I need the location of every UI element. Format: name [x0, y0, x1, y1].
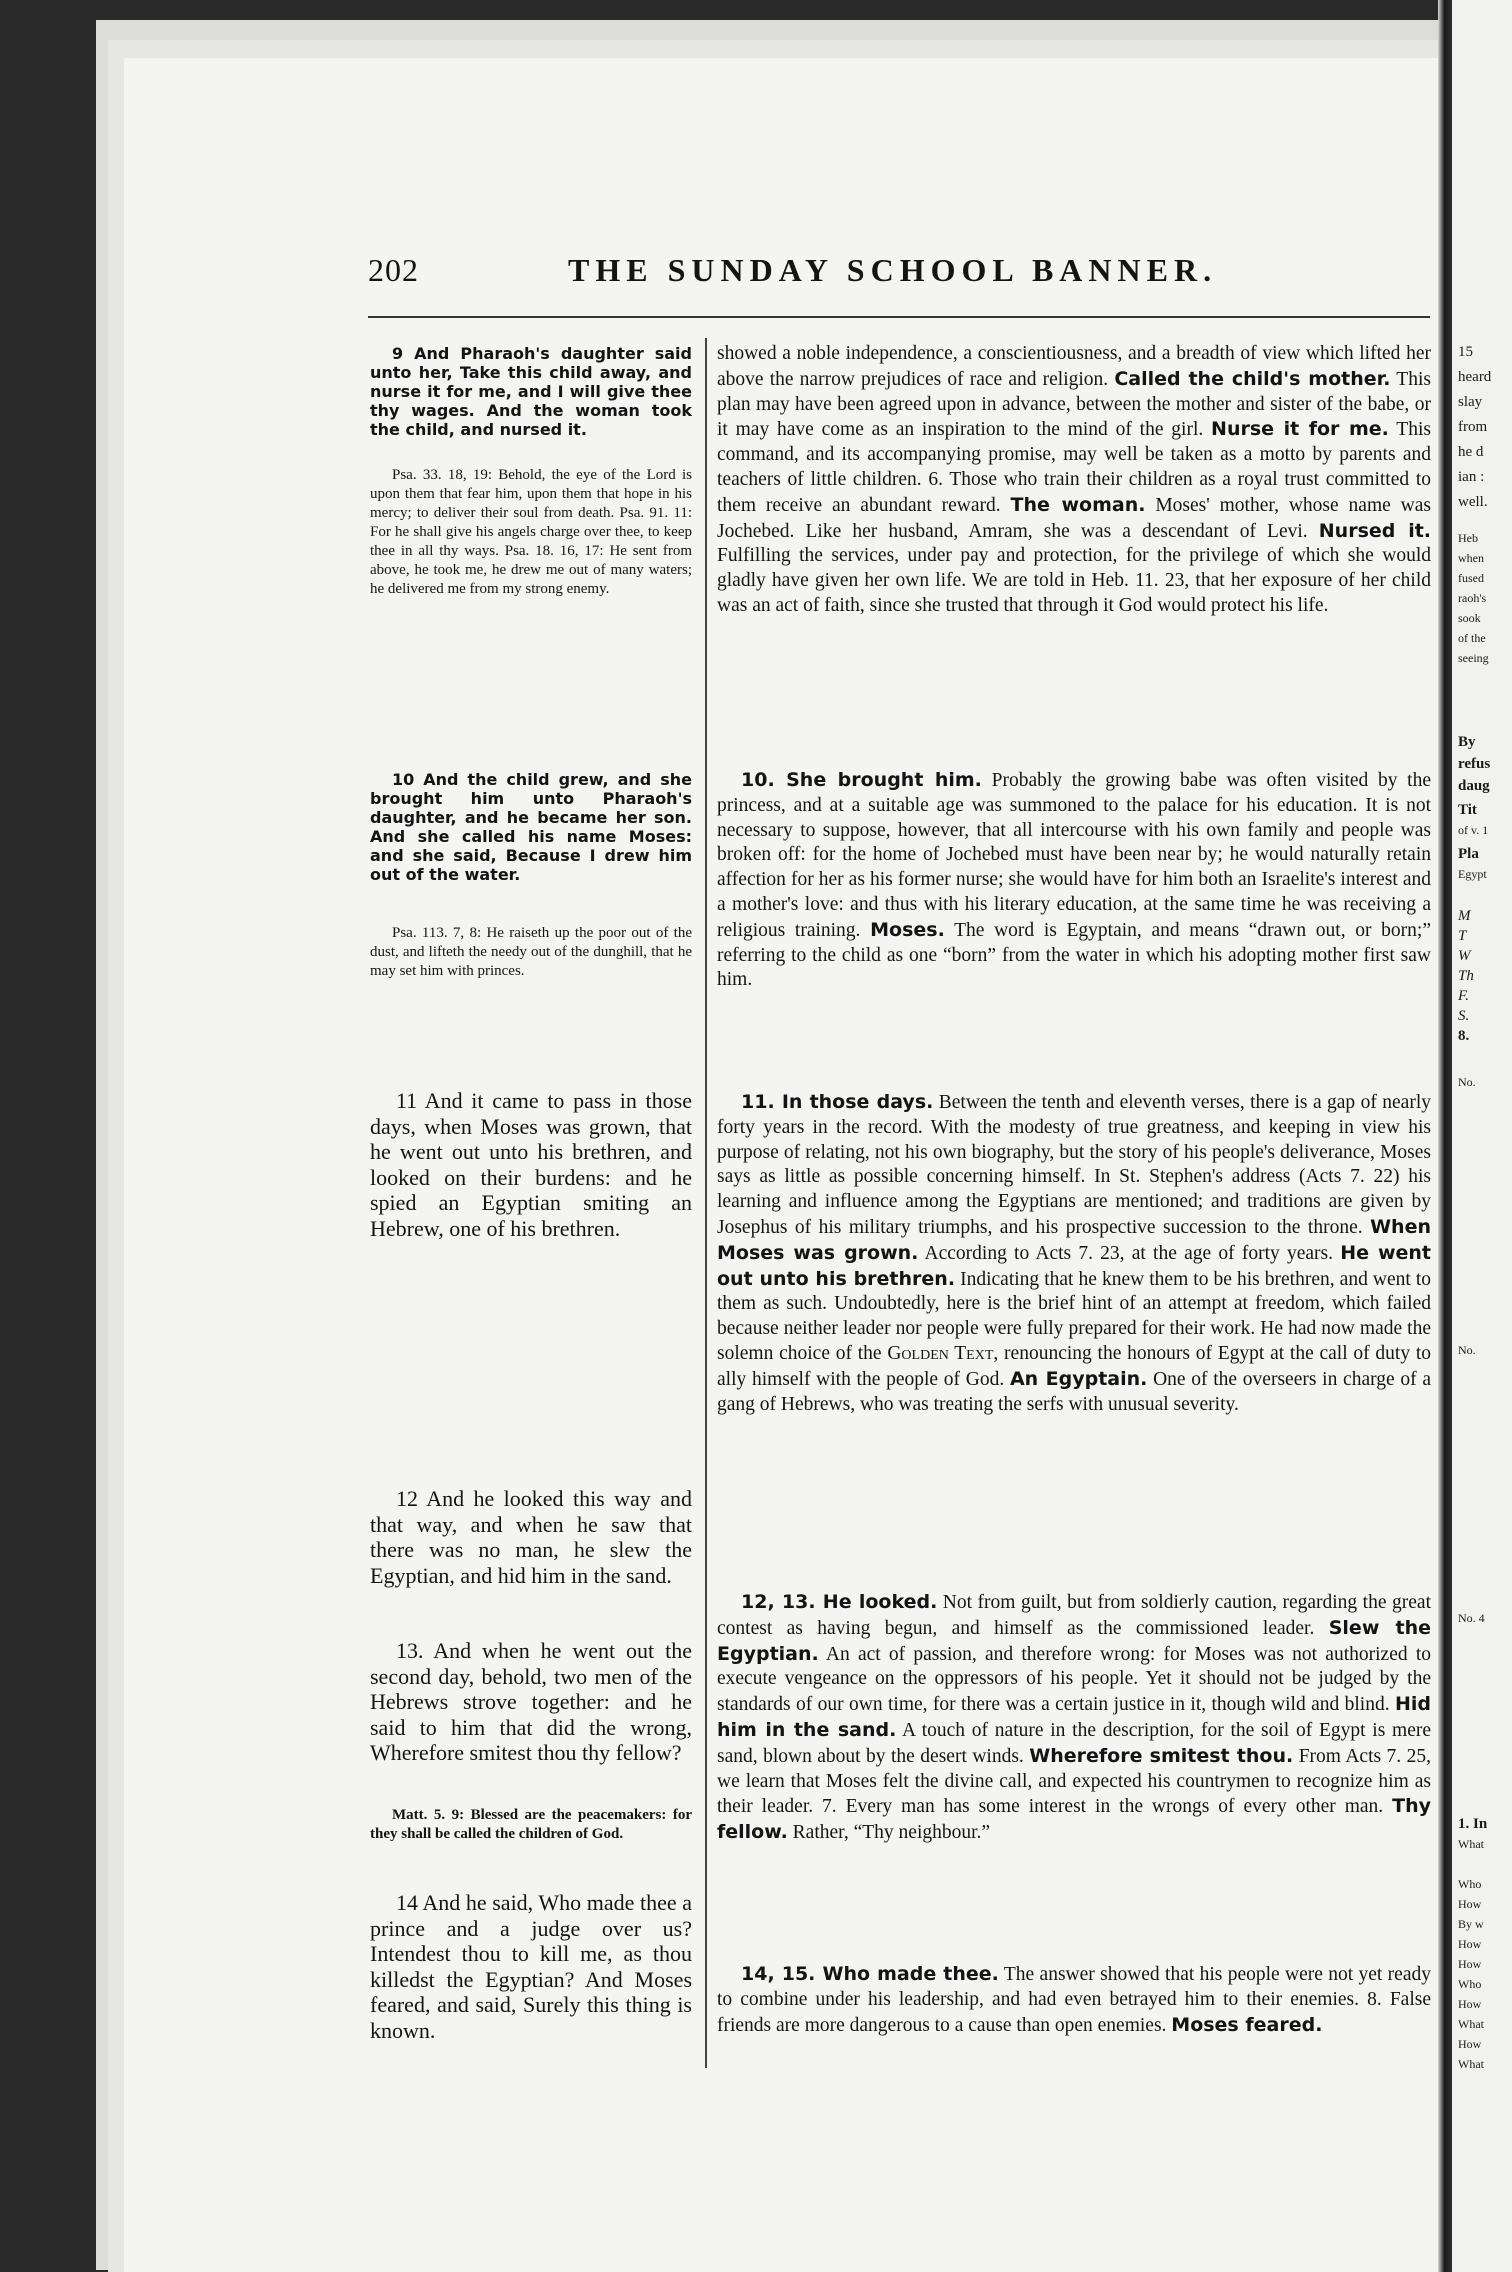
- facing-page-fragment: of v. 1: [1458, 823, 1489, 837]
- facing-page-fragment: of the: [1458, 631, 1486, 645]
- facing-page-fragment: No.: [1458, 1343, 1476, 1357]
- verse-14: 14 And he said, Who made thee a prince and a judge over us? Intendest thou to kill me, as thou killedst the Egyptian? And Moses feared, and said, Surely this thing is known.: [370, 1890, 692, 2043]
- page-header: [368, 252, 1428, 296]
- facing-page-fragment: What: [1458, 2057, 1484, 2071]
- heading-he-went-out-unto-his-brethren: He went out unto his brethren.: [717, 1241, 1431, 1290]
- facing-page-fragment: when: [1458, 551, 1484, 565]
- facing-page-fragment: How: [1458, 1997, 1482, 2011]
- page-number: 202: [368, 252, 419, 288]
- facing-page-fragment: Egypt: [1458, 867, 1487, 881]
- facing-page-fragment: slay: [1458, 394, 1483, 410]
- facing-page-fragment: refus: [1458, 756, 1491, 772]
- facing-page-fragment: daug: [1458, 778, 1490, 794]
- facing-page-fragment: fused: [1458, 571, 1484, 585]
- verse-10-references: Psa. 113. 7, 8: He raiseth up the poor out of the dust, and lifteth the needy out of the dunghill, that he may set him with princes.: [370, 925, 692, 979]
- facing-page-fragment: well.: [1458, 494, 1488, 510]
- heading-hid-him-in-the-sand: Hid him in the sand.: [717, 1693, 1431, 1741]
- facing-page-fragment: How: [1458, 1937, 1482, 1951]
- running-title: THE SUNDAY SCHOOL BANNER.: [568, 252, 1218, 288]
- facing-page-fragment: W: [1458, 948, 1471, 964]
- facing-page-fragment: Heb: [1458, 531, 1478, 545]
- commentary-paragraph-10: 10. She brought him. Probably the growing babe was often visited by the princess, and at a suitable age was summoned to the palace for his education. It is not necessary to suppose, however, that all intercourse with his own family and people was broken off: for the home of Jochebed must have been near by; he would naturally retain affection for her as his former nurse; she would have for him both an Israelite's interest and a mother's love: and thus with his literary education, at the same time he was receiving a religious training. Moses. The word is Egyptain, and means “drawn out, or born;” referring to the child as one “born” from the water in which his adopting mother first saw him.: [717, 769, 1431, 991]
- verse-12: 12 And he looked this way and that way, and when he saw that there was no man, he slew the Egyptian, and hid him in the sand.: [370, 1486, 692, 1588]
- facing-page-fragment: By: [1458, 734, 1476, 750]
- facing-page-fragment: S.: [1458, 1008, 1470, 1024]
- facing-page-fragment: 1. In: [1458, 1816, 1488, 1832]
- facing-page-fragment: 8.: [1458, 1028, 1470, 1044]
- facing-page-fragment: How: [1458, 1957, 1482, 1971]
- heading-nurse-it-for-me: Nurse it for me.: [1211, 418, 1389, 441]
- heading-who-made-thee: 14, 15. Who made thee.: [741, 1963, 999, 1985]
- facing-page-fragment: No. 4: [1458, 1611, 1485, 1625]
- facing-page-fragment: heard: [1458, 369, 1492, 385]
- heading-she-brought-him: 10. She brought him.: [741, 769, 982, 791]
- facing-page-fragment: Who: [1458, 1977, 1482, 1991]
- facing-page-fragment: sook: [1458, 611, 1481, 625]
- facing-page-fragment: seeing: [1458, 651, 1489, 665]
- verse-10: 10 And the child grew, and she brought him unto Pharaoh's daughter, and he became her son. And she called his name Moses: and she said, Because I drew him out of the water.: [370, 770, 692, 884]
- facing-page-fragment: What: [1458, 1837, 1484, 1851]
- commentary-paragraph-14-15: 14, 15. Who made thee. The answer showed that his people were not yet ready to combine under his leadership, and had even betrayed him to their enemies. 8. False friends are more dangerous to a cause than open enemies. Moses feared.: [717, 1963, 1431, 2036]
- facing-page-fragment: 15: [1458, 344, 1473, 360]
- facing-page-edge: [1452, 0, 1512, 2272]
- facing-page-fragment: T: [1458, 928, 1467, 944]
- heading-moses: Moses.: [870, 918, 945, 941]
- facing-page-fragment: How: [1458, 1897, 1482, 1911]
- facing-page-fragment: ian :: [1458, 469, 1485, 485]
- heading-slew-the-egyptian: Slew the Egyptian.: [717, 1616, 1431, 1665]
- heading-in-those-days: 11. In those days.: [741, 1091, 934, 1113]
- commentary-paragraph-11: 11. In those days. Between the tenth and eleventh verses, there is a gap of nearly forty years in the record. With the modesty of true greatness, and keeping in view his purpose of relating, not his own biography, but the story of his people's deliverance, Moses says as little as possible concerning himself. In St. Stephen's address (Acts 7. 22) his learning and influence among the Egyptians are mentioned; and traditions are given by Josephus of his military triumphs, and his prospective succession to the throne. When Moses was grown. According to Acts 7. 23, at the age of forty years. He went out unto his brethren. Indicating that he knew them to be his brethren, and went to them as such. Undoubtedly, here is the brief hint of an attempt at freedom, which failed because neither leader nor people were fully prepared for their work. He had now made the solemn choice of the Golden Text, renouncing the honours of Egypt at the call of duty to ally himself with the people of God. An Egyptain. One of the overseers in charge of a gang of Hebrews, who was treating the serfs with unusual severity.: [717, 1091, 1432, 1415]
- book-gutter: [1438, 0, 1452, 2272]
- heading-moses-feared: Moses feared.: [1171, 2013, 1323, 2036]
- facing-page-fragment: How: [1458, 2037, 1482, 2051]
- heading-called-the-childs-mother: Called the child's mother.: [1114, 367, 1391, 390]
- facing-page-fragment: raoh's: [1458, 591, 1487, 605]
- verse-13-references: Matt. 5. 9: Blessed are the peacemakers: for they shall be called the children of God.: [370, 1807, 692, 1842]
- commentary-paragraph-12-13: 12, 13. He looked. Not from guilt, but from soldierly caution, regarding the great contest as having begun, and himself as the commissioned leader. Slew the Egyptian. An act of passion, and therefore wrong: for Moses was not authorized to execute vengeance on the oppressors of his people. Yet it should not be judged by the standards of our own time, for there was a certain justice in it, though wild and blind. Hid him in the sand. A touch of nature in the description, for the soil of Egypt is mere sand, blown about by the desert winds. Wherefore smitest thou. From Acts 7. 25, we learn that Moses felt the divine call, and expected his countrymen to recognize him as their leader. 7. Every man has some interest in the wrongs of every other man. Thy fellow. Rather, “Thy neighbour.”: [717, 1591, 1431, 1844]
- commentary-paragraph-9: showed a noble independence, a conscientiousness, and a breadth of view which lifted her above the narrow prejudices of race and religion. Called the child's mother. This plan may have been agreed upon in advance, between the mother and sister of the babe, or it may have come as an inspiration to the mind of the girl. Nurse it for me. This command, and its accompanying promise, may well be taken as a motto by parents and teachers of little children. 6. Those who train their children as a royal trust committed to them receive an abundant reward. The woman. Moses' mother, whose name was Jochebed. Like her husband, Amram, she was a descendant of Levi. Nursed it. Fulfilling the services, under pay and protection, for the privilege of which she would gladly have given her own life. We are told in Heb. 11. 23, that her exposure of her child was an act of faith, since she trusted that through it God would protect his life.: [717, 343, 1432, 616]
- verse-9-references: Psa. 33. 18, 19: Behold, the eye of the Lord is upon them that fear him, upon them that hope in his mercy; to deliver their soul from death. Psa. 91. 11: For he shall give his angels charge over thee, to keep thee in all thy ways. Psa. 18. 16, 17: He sent from above, he took me, he drew me out of many waters; he delivered me from my strong enemy.: [370, 467, 692, 597]
- facing-page-fragment: What: [1458, 2017, 1484, 2031]
- facing-page-fragment: Th: [1458, 968, 1474, 984]
- facing-page-fragment: from: [1458, 419, 1488, 435]
- facing-page-fragment: F.: [1458, 988, 1469, 1004]
- heading-the-woman: The woman.: [1010, 493, 1146, 516]
- heading-wherefore-smitest-thou: Wherefore smitest thou.: [1029, 1744, 1294, 1767]
- facing-page-fragment: he d: [1458, 444, 1484, 460]
- heading-thy-fellow: Thy fellow.: [717, 1795, 1431, 1844]
- facing-page-fragment: M: [1458, 908, 1471, 924]
- facing-page-fragment: Pla: [1458, 846, 1479, 862]
- verse-13: 13. And when he went out the second day, behold, two men of the Hebrews strove together: and he said to him that did the wrong, Wherefore smitest thou thy fellow?: [370, 1638, 692, 1765]
- heading-nursed-it: Nursed it.: [1318, 519, 1432, 542]
- facing-page-fragment: No.: [1458, 1075, 1476, 1089]
- facing-page-fragment: By w: [1458, 1917, 1484, 1931]
- verse-9: 9 And Pharaoh's daughter said unto her, Take this child away, and nurse it for me, and I will give thee thy wages. And the woman took the child, and nursed it.: [370, 344, 692, 439]
- facing-page-fragment: Tit: [1458, 802, 1477, 818]
- column-divider: [705, 338, 707, 2068]
- heading-he-looked: 12, 13. He looked.: [741, 1591, 938, 1613]
- heading-an-egyptain: An Egyptain.: [1009, 1367, 1148, 1390]
- verse-11: 11 And it came to pass in those days, when Moses was grown, that he went out unto his brethren, and looked on their burdens: and he spied an Egyptian smiting an Hebrew, one of his brethren.: [370, 1088, 692, 1241]
- golden-text-ref: Golden Text: [887, 1342, 994, 1364]
- heading-when-moses-was-grown: When Moses was grown.: [717, 1215, 1431, 1264]
- facing-page-fragment: Who: [1458, 1877, 1482, 1891]
- header-rule: [368, 316, 1430, 318]
